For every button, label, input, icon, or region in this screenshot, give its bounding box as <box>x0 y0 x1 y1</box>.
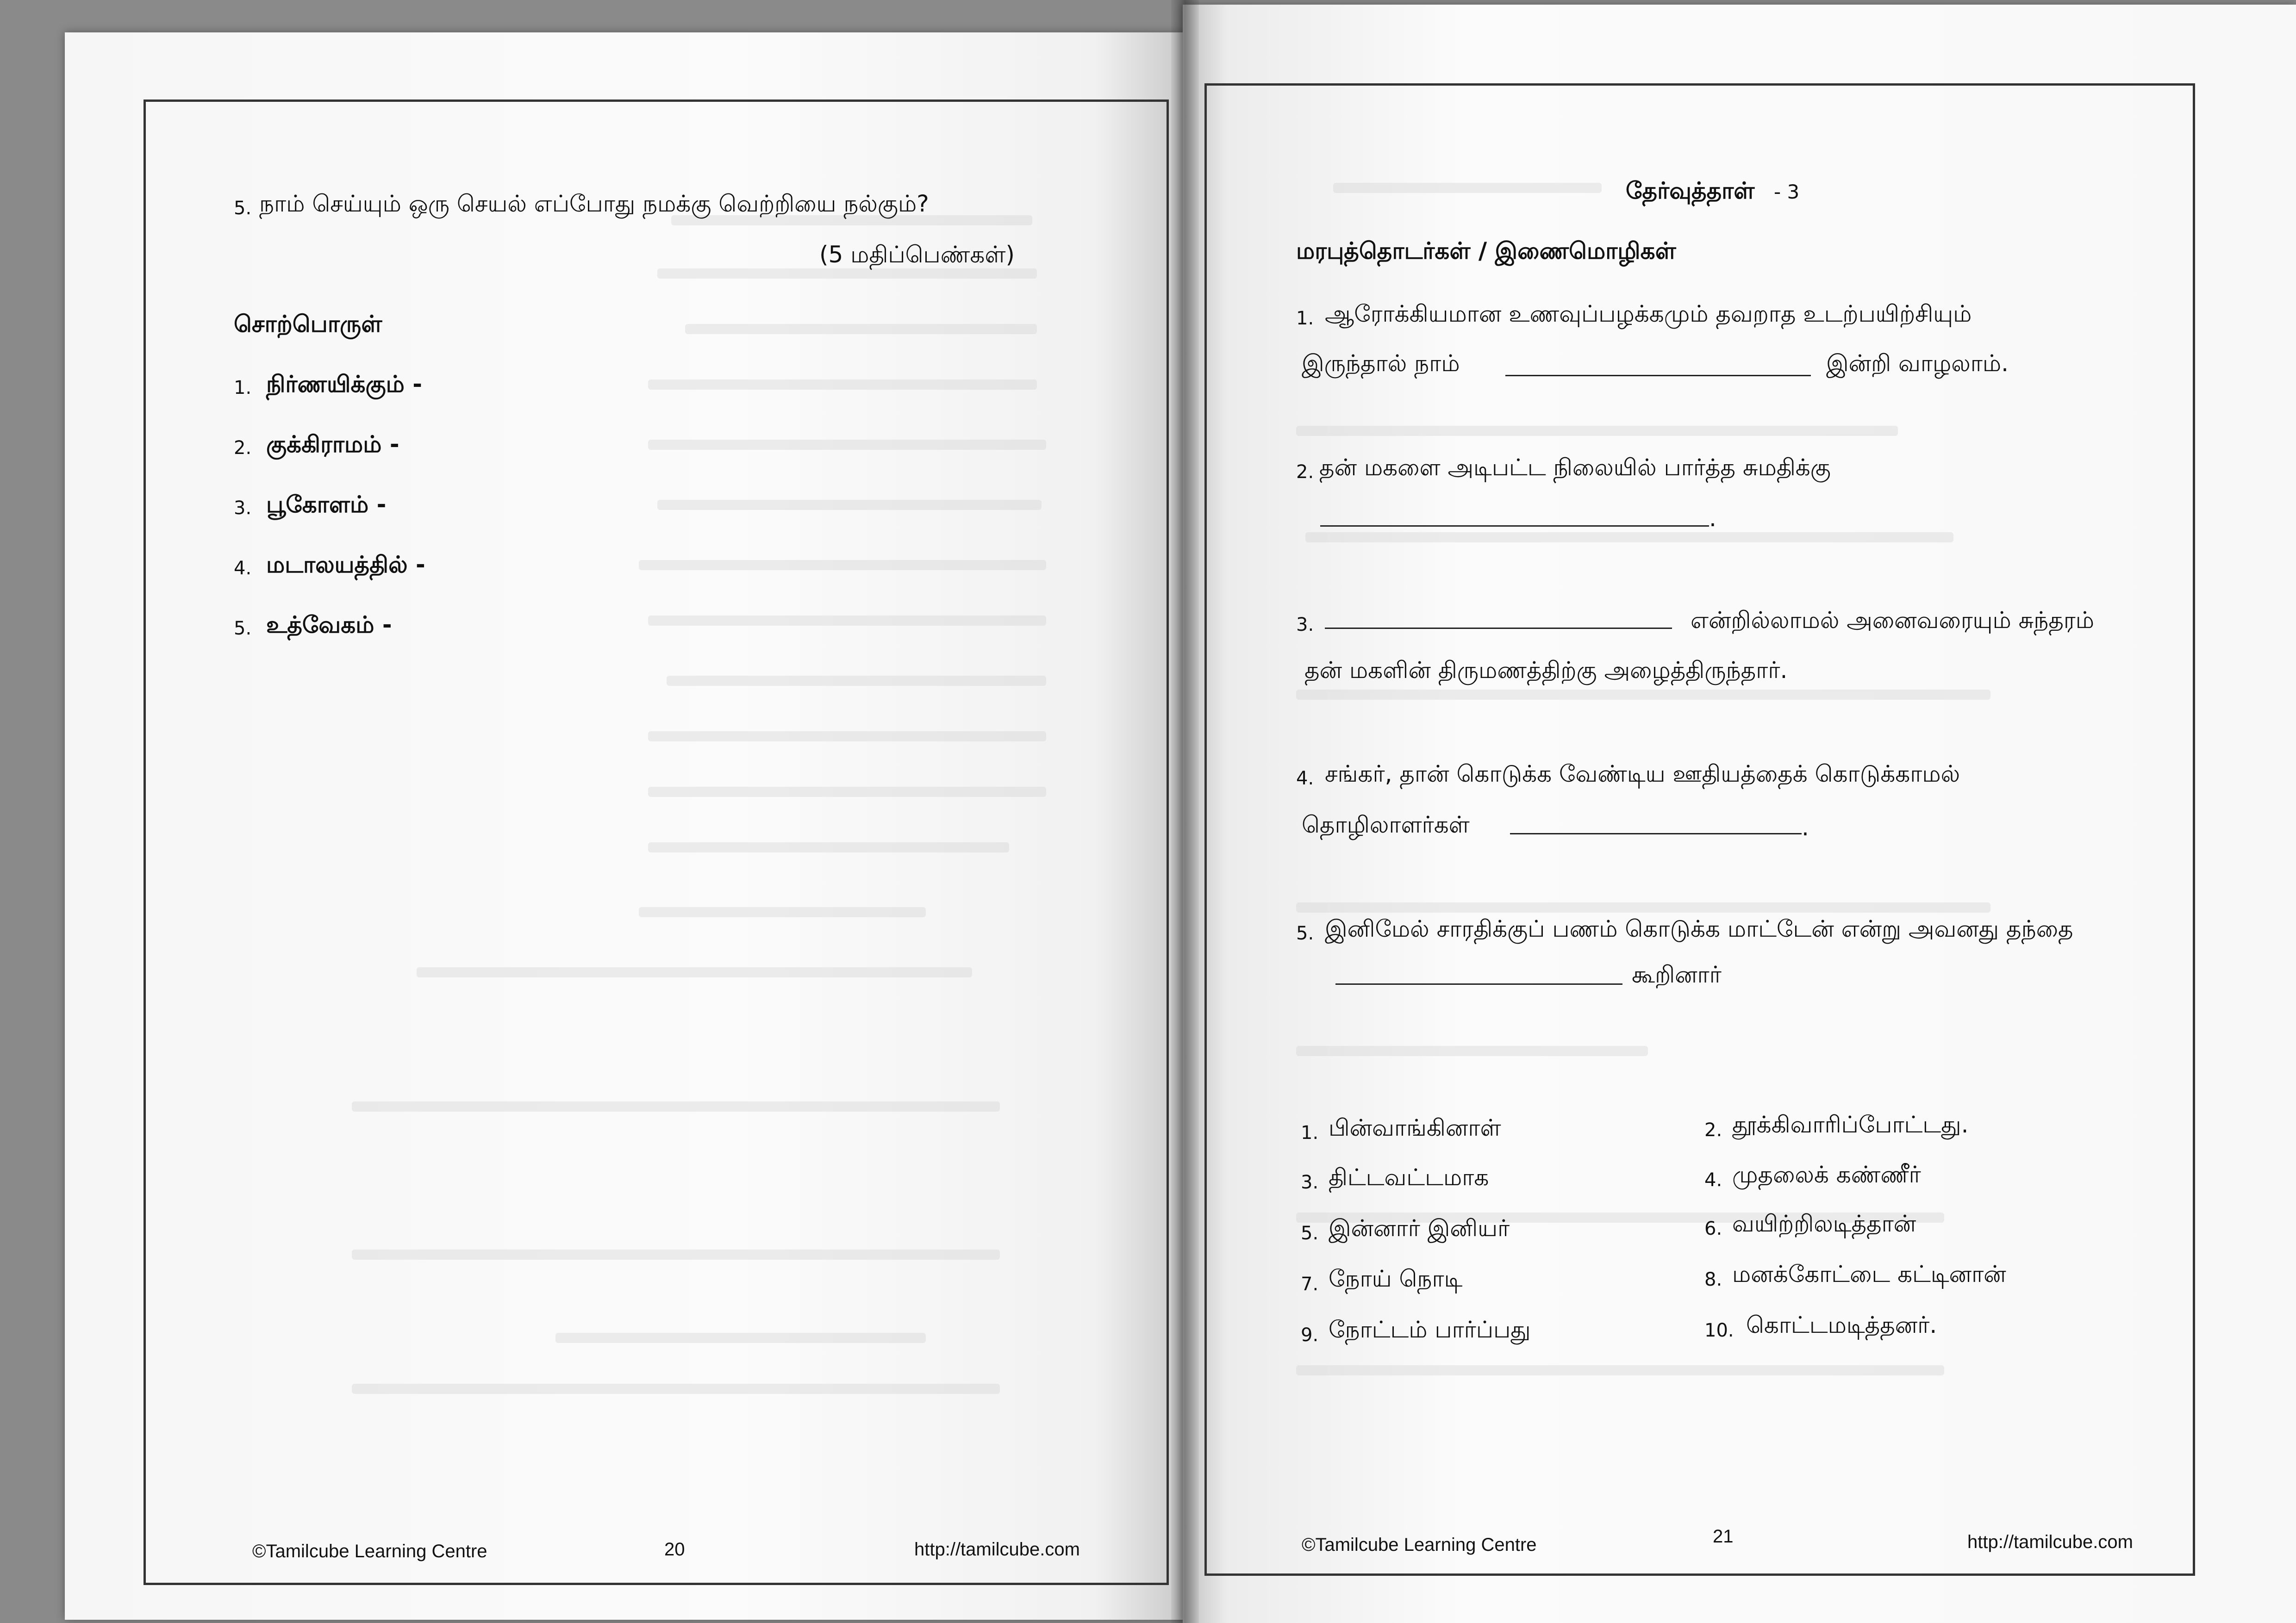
question-text: தன் மகளை அடிபட்ட நிலையில் பார்த்த சுமதிக்கு <box>1319 454 1831 481</box>
option-item: தூக்கிவாரிப்போட்டது. <box>1732 1111 1969 1138</box>
question-text: . <box>1802 814 1809 841</box>
marks-label: (5 மதிப்பெண்கள்) <box>819 241 1015 268</box>
word-item: மடாலயத்தில் - <box>266 551 425 578</box>
option-item: பின்வாங்கினாள் <box>1329 1114 1501 1141</box>
word-item: நிர்ணயிக்கும் - <box>266 371 422 398</box>
option-item: திட்டவட்டமாக <box>1329 1164 1489 1191</box>
question-text: ஆரோக்கியமான உணவுப்பழக்கமும் தவறாத உடற்பயிற்சியும் <box>1325 300 1972 327</box>
footer-copyright: ©Tamilcube Learning Centre <box>252 1541 487 1561</box>
word-number: 3. <box>234 497 252 519</box>
option-item: முதலைக் கண்ணீர் <box>1732 1161 1921 1188</box>
question-text: . <box>1709 505 1716 532</box>
option-item: நோய் நொடி <box>1329 1265 1463 1292</box>
section-title-idioms: மரபுத்தொடர்கள் / இணைமொழிகள் <box>1296 237 1676 264</box>
option-number: 7. <box>1301 1274 1319 1295</box>
word-item: பூகோளம் - <box>266 491 387 518</box>
question-number: 1. <box>1296 308 1314 329</box>
answer-blank[interactable] <box>1510 833 1802 834</box>
question-text: கூறினார் <box>1632 961 1722 988</box>
question-number: 5. <box>234 198 252 219</box>
question-text: தொழிலாளர்கள் <box>1302 811 1470 838</box>
option-number: 3. <box>1301 1172 1319 1193</box>
question-text: சங்கர், தான் கொடுக்க வேண்டிய ஊதியத்தைக் கொடுக்காமல் <box>1325 760 1960 787</box>
option-number: 10. <box>1704 1320 1734 1341</box>
question-text: நாம் செய்யும் ஒரு செயல் எப்போது நமக்கு வெற்றியை நல்கும்? <box>259 190 929 217</box>
answer-blank[interactable] <box>1505 375 1811 376</box>
answer-blank[interactable] <box>1335 983 1622 985</box>
question-text: என்றில்லாமல் அனைவரையும் சுந்தரம் <box>1691 607 2094 634</box>
option-number: 5. <box>1301 1223 1319 1244</box>
page-title-number: - 3 <box>1774 180 1800 203</box>
question-text: தன் மகளின் திருமணத்திற்கு அழைத்திருந்தார். <box>1304 657 1788 684</box>
option-number: 2. <box>1704 1119 1722 1141</box>
answer-blank[interactable] <box>1320 525 1709 527</box>
book-gutter <box>1171 0 1199 1623</box>
option-item: கொட்டமடித்தனர். <box>1746 1312 1937 1338</box>
word-item: உத்வேகம் - <box>266 611 392 638</box>
footer-page-number: 21 <box>1713 1526 1734 1547</box>
option-number: 1. <box>1301 1122 1319 1144</box>
word-number: 1. <box>234 377 252 398</box>
option-item: மனக்கோட்டை கட்டினான் <box>1732 1261 2006 1287</box>
word-number: 2. <box>234 437 252 459</box>
word-number: 4. <box>234 558 252 579</box>
question-text: இனிமேல் சாரதிக்குப் பணம் கொடுக்க மாட்டேன் என்று அவனது தந்தை <box>1325 915 2073 942</box>
page-title: தேர்வுத்தாள் <box>1626 177 1755 204</box>
option-item: இன்னார் இனியர் <box>1329 1215 1510 1242</box>
option-number: 6. <box>1704 1218 1722 1239</box>
question-number: 4. <box>1296 768 1314 789</box>
word-number: 5. <box>234 618 252 639</box>
word-item: குக்கிராமம் - <box>266 431 399 458</box>
option-item: வயிற்றிலடித்தான் <box>1732 1210 1916 1237</box>
question-number: 3. <box>1296 614 1314 635</box>
option-number: 9. <box>1301 1325 1319 1346</box>
answer-blank[interactable] <box>1325 628 1672 629</box>
question-text: இன்றி வாழலாம். <box>1826 350 2009 377</box>
section-title-meanings: சொற்பொருள் <box>234 311 382 337</box>
footer-url[interactable]: http://tamilcube.com <box>1967 1532 2133 1552</box>
footer-page-number: 20 <box>664 1539 685 1560</box>
option-number: 8. <box>1704 1269 1722 1290</box>
option-number: 4. <box>1704 1169 1722 1191</box>
option-item: நோட்டம் பார்ப்பது <box>1329 1316 1531 1343</box>
question-text: இருந்தால் நாம் <box>1302 350 1460 377</box>
footer-url[interactable]: http://tamilcube.com <box>914 1539 1080 1560</box>
footer-copyright: ©Tamilcube Learning Centre <box>1302 1535 1537 1555</box>
question-number: 2. <box>1296 461 1314 483</box>
question-number: 5. <box>1296 923 1314 944</box>
